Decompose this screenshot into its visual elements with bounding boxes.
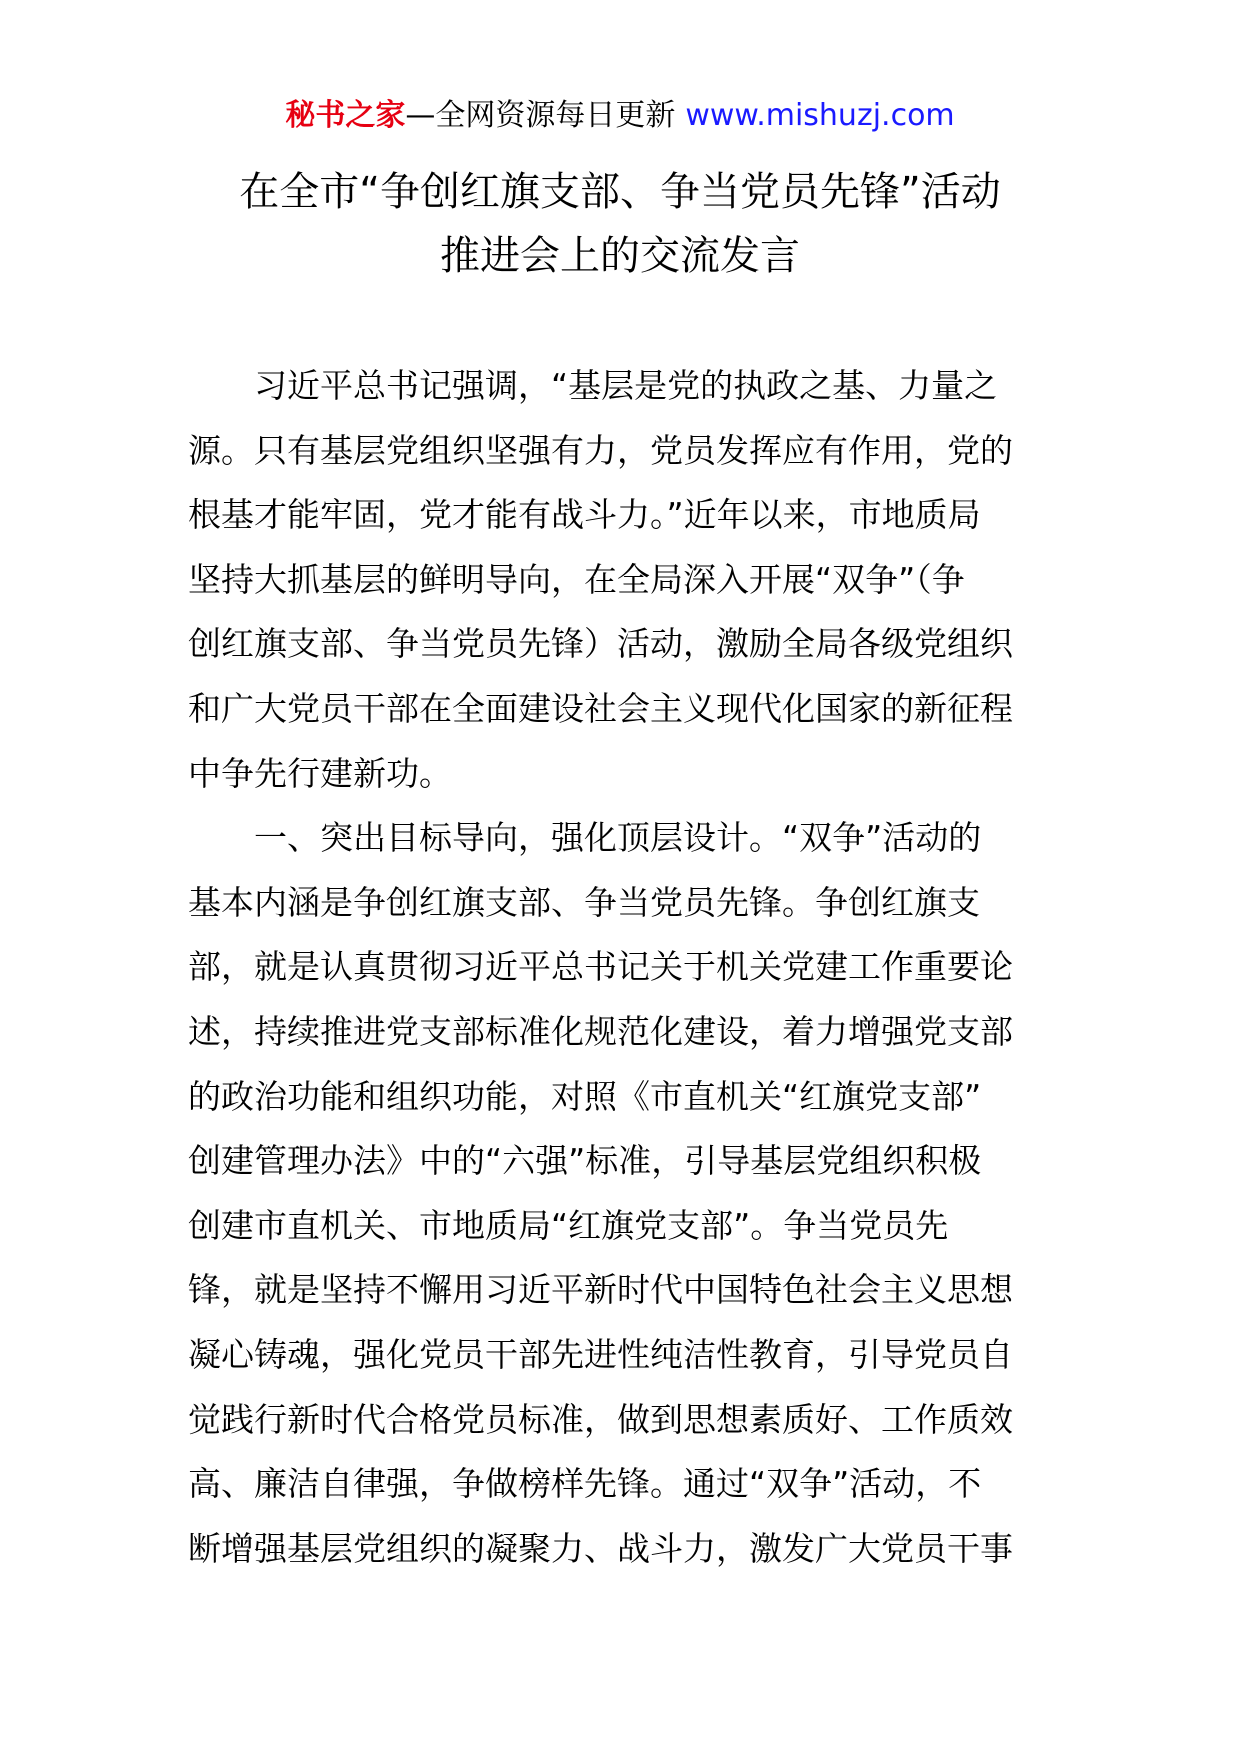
text-line: 习近平总书记强调，“基层是党的执政之基、力量之 bbox=[254, 366, 998, 405]
text-line: 述，持续推进党支部标准化规范化建设，着力增强党支部 bbox=[188, 1011, 1013, 1051]
site-slogan: —全网资源每日更新 bbox=[405, 98, 676, 133]
text-line: 源。只有基层党组织坚强有力，党员发挥应有作用，党的 bbox=[188, 430, 1013, 470]
text-line: 断增强基层党组织的凝聚力、战斗力，激发广大党员干事 bbox=[188, 1528, 1013, 1568]
text-line: 坚持大抓基层的鲜明导向，在全局深入开展“双争”（争 bbox=[188, 559, 965, 599]
text-line: 部，就是认真贯彻习近平总书记关于机关党建工作重要论 bbox=[188, 947, 1013, 987]
text-line: 中争先行建新功。 bbox=[188, 753, 452, 793]
site-header bbox=[0, 96, 1240, 136]
text-line: 锋，就是坚持不懈用习近平新时代中国特色社会主义思想 bbox=[188, 1270, 1013, 1310]
site-brand: 秘书之家 bbox=[285, 98, 406, 133]
text-line: 和广大党员干部在全面建设社会主义现代化国家的新征程 bbox=[188, 688, 1013, 728]
text-line: 创建管理办法》中的“六强”标准，引导基层党组织积极 bbox=[188, 1141, 982, 1181]
text-line: 基本内涵是争创红旗支部、争当党员先锋。争创红旗支 bbox=[188, 882, 980, 922]
text-line: 一、突出目标导向，强化顶层设计。“双争”活动的 bbox=[254, 818, 982, 858]
paragraph-section-1 bbox=[188, 806, 1056, 1581]
text-line: 根基才能牢固，党才能有战斗力。”近年以来，市地质局 bbox=[188, 495, 981, 535]
site-url-link[interactable]: www.mishuzj.com bbox=[685, 98, 955, 133]
title-line-1: 在全市“争创红旗支部、争当党员先锋”活动 bbox=[239, 169, 1001, 215]
title-line-2: 推进会上的交流发言 bbox=[440, 233, 800, 279]
paragraph-intro bbox=[188, 354, 1056, 806]
text-line: 高、廉洁自律强，争做榜样先锋。通过“双争”活动，不 bbox=[188, 1464, 982, 1504]
text-line: 创红旗支部、争当党员先锋）活动，激励全局各级党组织 bbox=[188, 624, 1013, 664]
text-line: 凝心铸魂，强化党员干部先进性纯洁性教育，引导党员自 bbox=[188, 1334, 1013, 1374]
text-line: 觉践行新时代合格党员标准，做到思想素质好、工作质效 bbox=[188, 1399, 1013, 1439]
document-body bbox=[188, 354, 1056, 1581]
text-line: 的政治功能和组织功能，对照《市直机关“红旗党支部” bbox=[188, 1076, 982, 1116]
text-line: 创建市直机关、市地质局“红旗党支部”。争当党员先 bbox=[188, 1205, 949, 1245]
document-title bbox=[0, 160, 1240, 288]
